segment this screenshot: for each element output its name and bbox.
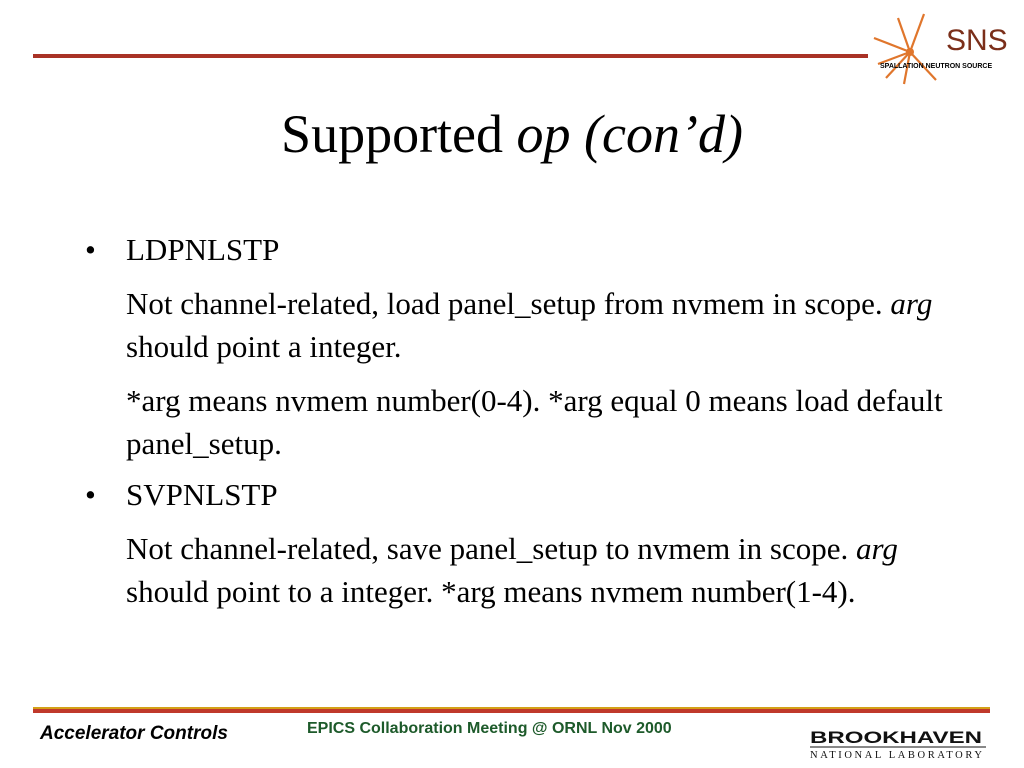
sns-logo <box>868 8 1008 86</box>
bullet-label: SVPNLSTP <box>126 477 278 512</box>
bullet-label: LDPNLSTP <box>126 232 280 267</box>
bullet-icon: • <box>85 477 96 512</box>
bnl-logo-sub: NATIONAL LABORATORY <box>810 750 982 760</box>
title-italic: op (con’d) <box>516 104 743 164</box>
bullet-item-svpnlstp <box>85 473 965 516</box>
description-text: should point to a integer. *arg means nvmem number(1-4). <box>126 574 856 609</box>
description-paragraph <box>85 282 965 368</box>
footer-department: Accelerator Controls <box>40 723 228 744</box>
arg-term: arg <box>855 531 898 566</box>
slide-title <box>0 102 1024 166</box>
header-rule <box>33 54 868 58</box>
description-text: should point a integer. <box>126 329 402 364</box>
bullet-item-ldpnlstp <box>85 228 965 271</box>
sns-logo-text: SNS <box>946 24 1008 57</box>
arg-term: arg <box>890 286 933 321</box>
description-text: Not channel-related, save panel_setup to nvmem in scope. <box>126 531 856 566</box>
description-text: Not channel-related, load panel_setup from nvmem in scope. <box>126 286 891 321</box>
footer-rule <box>33 707 990 713</box>
description-text: *arg means nvmem number(0-4). *arg equal 0 means load default panel_setup. <box>126 383 943 461</box>
bullet-icon: • <box>85 232 96 267</box>
brookhaven-logo <box>808 726 993 760</box>
title-plain: Supported <box>281 104 517 164</box>
sns-starburst-icon <box>874 14 936 84</box>
slide-body <box>85 228 965 613</box>
footer-event: EPICS Collaboration Meeting @ ORNL Nov 2000 <box>307 720 672 737</box>
description-paragraph <box>85 379 965 465</box>
sns-logo-tagline: SPALLATION NEUTRON SOURCE <box>880 63 993 70</box>
sns-core-icon <box>906 48 914 56</box>
description-paragraph <box>85 527 965 613</box>
bnl-logo-name: BROOKHAVEN <box>810 728 982 747</box>
